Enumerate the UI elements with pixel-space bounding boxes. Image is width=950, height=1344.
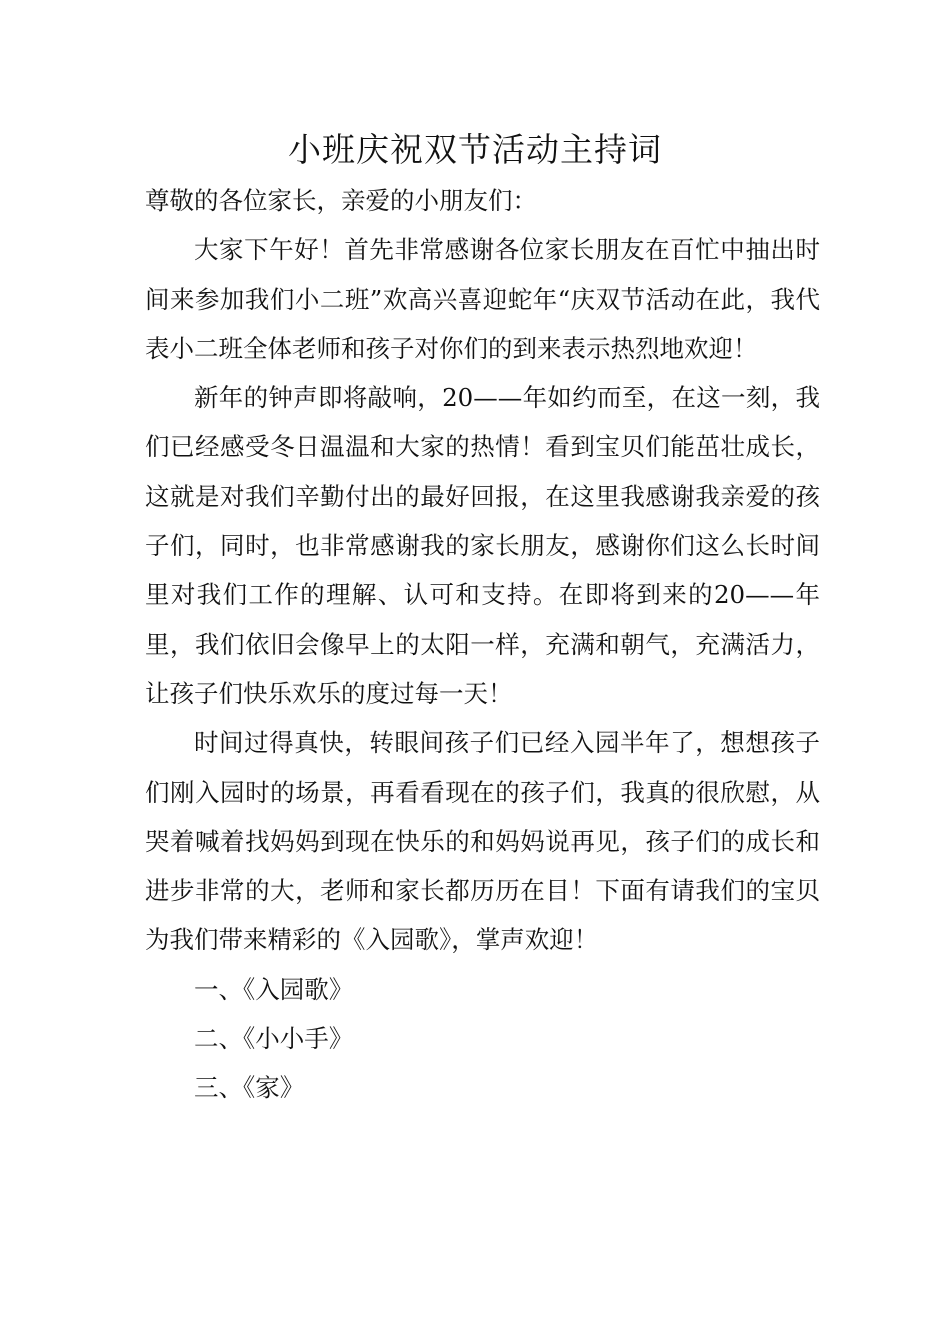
paragraph-welcome: 大家下午好！首先非常感谢各位家长朋友在百忙中抽出时间来参加我们小二班”欢高兴喜迎蛇年“庆双节活动在此，我代表小二班全体老师和孩子对你们的到来表示热烈地欢迎！ [145, 235, 820, 363]
document-title: 小班庆祝双节活动主持词 [288, 130, 662, 169]
program-item: 一、《入园歌》 [194, 974, 354, 1004]
program-item: 二、《小小手》 [194, 1024, 354, 1054]
program-list [145, 965, 820, 1113]
greeting-line: 尊敬的各位家长，亲爱的小朋友们： [145, 186, 537, 215]
paragraph-growth: 时间过得真快，转眼间孩子们已经入园半年了，想想孩子们刚入园时的场景，再看看现在的孩子们，我真的很欣慰，从哭着喊着找妈妈到现在快乐的和妈妈说再见，孩子们的成长和进步非常的大，老师和家长都历历在目！下面有请我们的宝贝为我们带来精彩的《入园歌》，掌声欢迎！ [145, 728, 820, 955]
document-body [145, 176, 820, 1113]
program-item: 三、《家》 [194, 1073, 305, 1103]
paragraph-new-year: 新年的钟声即将敲响，20——年如约而至，在这一刻，我们已经感受冬日温温和大家的热情！看到宝贝们能茁壮成长，这就是对我们辛勤付出的最好回报，在这里我感谢我亲爱的孩子们，同时，也非常感谢我的家长朋友，感谢你们这么长时间里对我们工作的理解、认可和支持。在即将到来的20——年里，我们依旧会像早上的太阳一样，充满和朝气，充满活力，让孩子们快乐欢乐的度过每一天！ [145, 383, 820, 708]
